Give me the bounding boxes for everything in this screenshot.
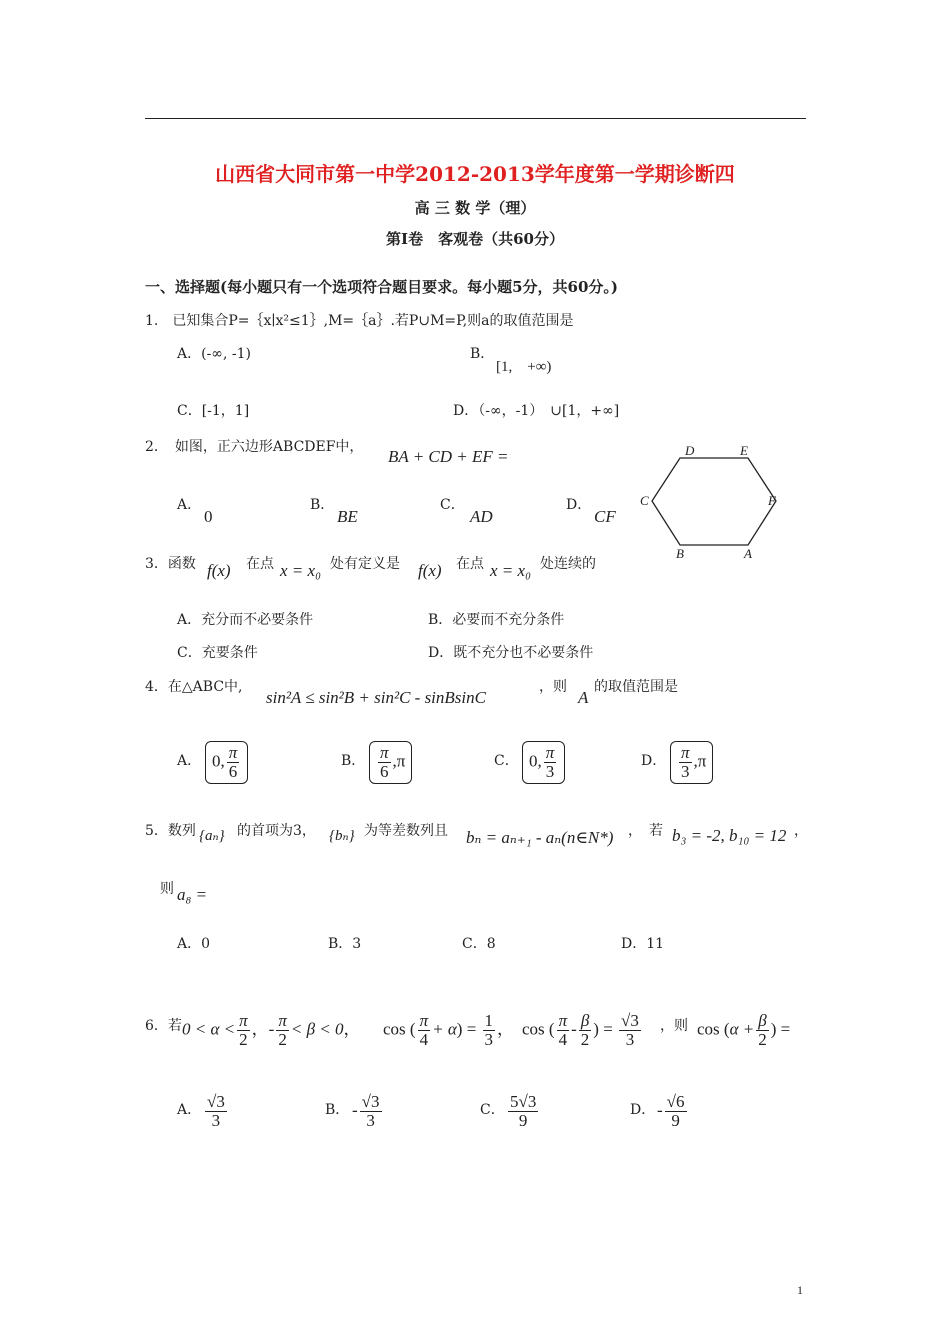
- q6-cos-plus-alpha: cos ( $\frac{\pi}{4}$ + α) = $\frac{1}{3}$ ，: [383, 1011, 515, 1049]
- q6-target-expression: cos (α + $\frac{\beta}{2}$ ) =: [697, 1011, 791, 1049]
- q5-condition: b₃ = -2, b₁₀ = 12: [672, 826, 787, 845]
- q5-text-1: 的首项为3，: [237, 823, 316, 839]
- exam-title: 山西省大同市第一中学2012-2013学年度第一学期诊断四: [215, 162, 735, 186]
- q3-prefix: 3．函数: [145, 556, 196, 572]
- q5-option-d: D．11: [621, 936, 665, 952]
- q4-option-d-interval: $\frac{\pi}{3}$ ,π: [670, 741, 713, 784]
- q6-then: ，则: [660, 1018, 688, 1034]
- q3-option-b: B．必要而不充分条件: [428, 612, 565, 628]
- q5-sequence-b: {bₙ}: [329, 828, 355, 844]
- q4-option-a-interval: 0, $\frac{\pi}{6}$: [205, 741, 248, 784]
- hexagon-figure: [640, 438, 790, 566]
- q5-option-a: A．0: [177, 936, 211, 952]
- q4-option-b-label: B．: [341, 753, 366, 769]
- q2-option-d-label: D．: [566, 497, 592, 513]
- q3-function-1: f(x): [207, 561, 231, 580]
- hexagon-label-d: D: [685, 443, 695, 458]
- q4-end: 的取值范围是: [594, 679, 678, 695]
- q6-option-c-label: C．: [480, 1102, 505, 1118]
- q5-option-c: C．8: [462, 936, 496, 952]
- q3-function-2: f(x): [418, 561, 442, 580]
- q5-then: 则: [160, 881, 174, 897]
- exam-part: 第Ⅰ卷 客观卷（共60分）: [386, 230, 564, 248]
- q2-option-b-label: B．: [310, 497, 335, 513]
- q5-text-2: 为等差数列且: [364, 823, 448, 839]
- q3-point-1: x = x₀: [280, 561, 321, 580]
- q2-option-a-value: 0: [204, 507, 213, 526]
- page-number: 1: [797, 1283, 803, 1297]
- q3-end: 处连续的: [540, 556, 596, 572]
- q4-option-a-label: A．: [177, 753, 202, 769]
- q6-option-b-value: - $\frac{√3}{3}$: [352, 1092, 380, 1130]
- q6-cos-minus-beta: cos ( $\frac{\pi}{4}$ - $\frac{\beta}{2}$ ) = $\frac{√3}{3}$: [522, 1011, 639, 1049]
- q3-option-a: A．充分而不必要条件: [177, 612, 314, 628]
- q4-option-d-label: D．: [641, 753, 667, 769]
- q1-option-c: C．[-1，1]: [177, 403, 250, 419]
- q3-option-c: C．充要条件: [177, 645, 258, 661]
- q1-option-d: D．（-∞，-1） ∪[1，+∞]: [453, 403, 620, 419]
- q5-text-4: ，: [794, 823, 808, 839]
- q3-at-1: 在点: [246, 556, 274, 572]
- q2-option-a-label: A．: [177, 497, 202, 513]
- q6-option-d-value: - $\frac{√6}{9}$: [657, 1092, 685, 1130]
- q6-alpha-range: 0 < α < $\frac{\pi}{2}$ ，- $\frac{\pi}{2}$ < β < 0，: [182, 1011, 361, 1049]
- q3-option-d: D．既不充分也不必要条件: [428, 645, 594, 661]
- q6-option-c-value: $\frac{5√3}{9}$: [510, 1092, 537, 1130]
- q5-text-3: ， 若: [628, 823, 663, 839]
- q6-prefix: 6．若: [145, 1018, 182, 1034]
- q1-option-b-label: B．: [470, 346, 495, 362]
- q6-option-a-value: $\frac{√3}{3}$: [207, 1092, 225, 1130]
- exam-subject: 高 三 数 学（理）: [414, 199, 536, 217]
- q1-option-b-value: [1, +∞): [496, 359, 552, 375]
- q5-option-b: B．3: [328, 936, 362, 952]
- hexagon-label-b: B: [676, 546, 684, 561]
- q4-option-b-interval: $\frac{\pi}{6}$ ,π: [369, 741, 412, 784]
- header-rule: [145, 118, 806, 119]
- hexagon-label-c: C: [640, 493, 649, 508]
- q1-option-a: A．(-∞, -1): [177, 346, 251, 362]
- q4-inequality: sin²A ≤ sin²B + sin²C - sinBsinC: [266, 688, 486, 707]
- q3-middle: 处有定义是: [330, 556, 400, 572]
- q2-option-c-label: C．: [440, 497, 465, 513]
- q2-option-c-value: AD: [470, 507, 493, 526]
- q2-option-b-value: BE: [337, 507, 358, 526]
- q3-point-2: x = x₀: [490, 561, 531, 580]
- hexagon-label-a: A: [744, 546, 752, 561]
- q6-option-b-label: B．: [325, 1102, 350, 1118]
- q6-option-d-label: D．: [630, 1102, 656, 1118]
- q3-at-2: 在点: [456, 556, 484, 572]
- q5-relation: bₙ = aₙ₊₁ - aₙ(n∈N*): [466, 828, 614, 847]
- q2-option-d-value: CF: [594, 507, 616, 526]
- hexagon-label-f: F: [768, 493, 776, 508]
- q5-a8: a₈ =: [177, 885, 208, 904]
- q1-stem: 1. 已知集合P=｛x∣x²≤1｝,M=｛a｝.若P∪M=P,则a的取值范围是: [145, 313, 574, 329]
- q4-prefix: 4．在△ABC中,: [145, 679, 243, 695]
- q4-middle: ，则: [539, 679, 567, 695]
- q2-vector-expression: BA + CD + EF =: [388, 447, 509, 466]
- q2-stem: 2． 如图，正六边形ABCDEF中，: [145, 439, 364, 455]
- q5-prefix: 5．数列: [145, 823, 196, 839]
- hexagon-label-e: E: [740, 443, 748, 458]
- q5-sequence-a: {aₙ}: [199, 828, 225, 844]
- section-heading: 一、选择题(每小题只有一个选项符合题目要求。每小题5分，共60分。): [145, 278, 619, 296]
- q6-option-a-label: A．: [177, 1102, 202, 1118]
- q4-variable: A: [578, 688, 589, 707]
- q4-option-c-label: C．: [494, 753, 519, 769]
- hexagon-shape: [652, 458, 776, 545]
- q4-option-c-interval: 0, $\frac{\pi}{3}$: [522, 741, 565, 784]
